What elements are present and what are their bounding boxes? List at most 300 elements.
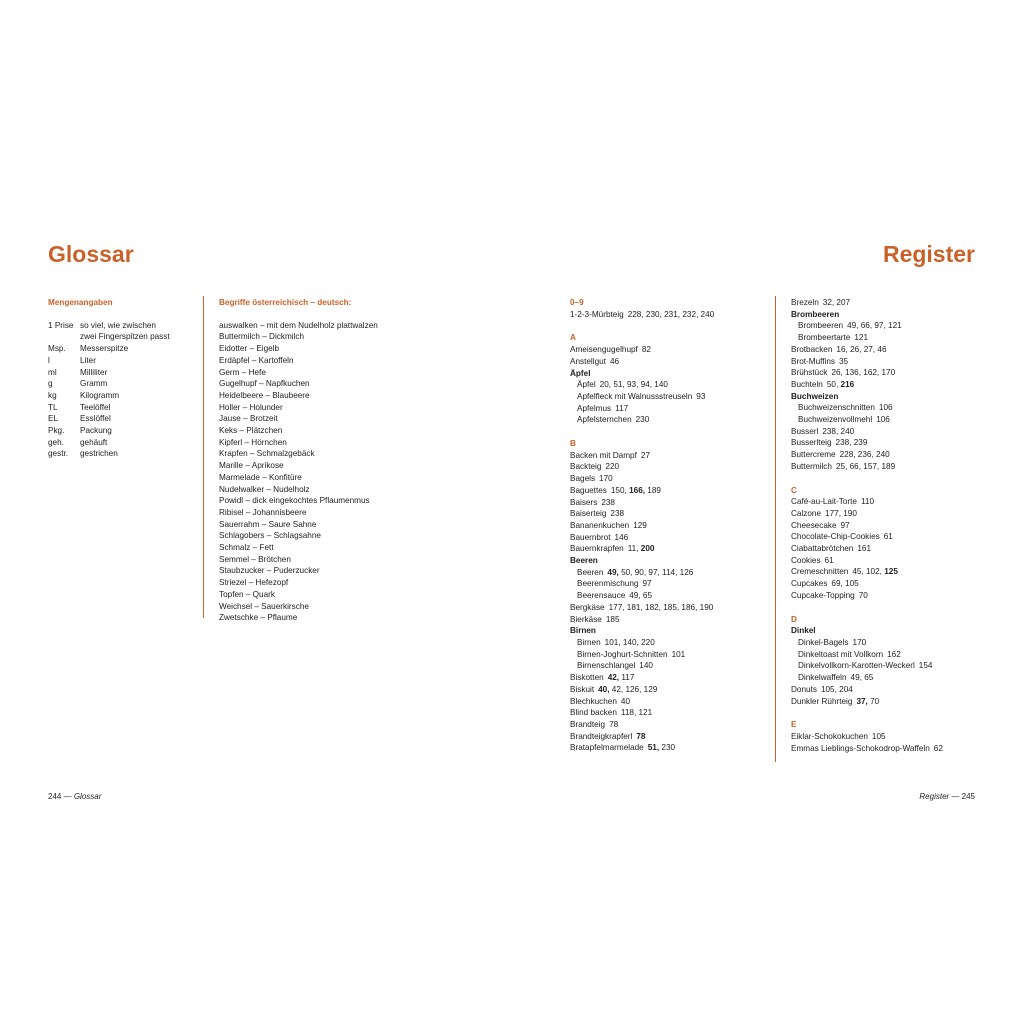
entry-name: Cookies: [791, 555, 821, 565]
entry-pages: [599, 474, 613, 483]
entry-pages: [607, 568, 693, 577]
entry-name: Donuts: [791, 684, 817, 694]
entry-name: Dinkel-Bagels: [798, 637, 849, 647]
unit-row: [48, 320, 170, 343]
page-ref: 11,: [627, 544, 641, 554]
term-item: Marmelade – Konfitüre: [219, 472, 302, 482]
page-ref: 16, 26, 27, 46: [836, 344, 887, 354]
index-entry: [570, 590, 714, 602]
entry-name: Dinkeltoast mit Vollkorn: [798, 649, 884, 659]
unit-abbr: Pkg.: [48, 426, 65, 436]
unit-abbr: gestr.: [48, 449, 69, 459]
index-entry: [791, 320, 943, 332]
entry-pages: [851, 673, 874, 682]
units-heading: Mengenangaben: [48, 298, 113, 307]
entry-name: Brot-Muffins: [791, 356, 835, 366]
index-entry: [570, 344, 714, 356]
entry-pages: [610, 509, 624, 518]
entry-pages: [608, 673, 635, 682]
entry-pages: [629, 591, 652, 600]
index-entry: [570, 461, 714, 473]
unit-row: [48, 402, 170, 414]
index-entry: [570, 567, 714, 579]
unit-desc: Messerspitze: [80, 344, 129, 354]
page-ref: 82: [641, 345, 651, 355]
index-column-1: [570, 297, 714, 754]
page-ref: 49, 65: [850, 673, 874, 683]
page-ref: 37,: [856, 696, 868, 706]
unit-desc: so viel, wie zwischen zwei Fingerspitzen passt: [80, 320, 170, 342]
index-entry: [791, 743, 943, 755]
index-letter: C: [791, 485, 797, 495]
entry-name: Buchteln: [791, 379, 823, 389]
index-entry: [570, 485, 714, 497]
entry-name: Brotbacken: [791, 344, 833, 354]
entry-name: Bauernkrapfen: [570, 544, 624, 554]
page-ref: 185: [605, 614, 620, 624]
entry-pages: [821, 685, 853, 694]
page-ref: 42, 126, 129: [609, 684, 658, 694]
entry-name: Bergkäse: [570, 602, 605, 612]
entry-pages: [919, 661, 933, 670]
entry-pages: [642, 579, 651, 588]
term-item: Jause – Brotzeit: [219, 414, 278, 424]
term-item: Gugelhupf – Napfkuchen: [219, 379, 310, 389]
register-title: Register: [882, 241, 975, 267]
index-entry: [791, 531, 943, 543]
page-ref: 50,: [826, 379, 841, 389]
index-entry: [570, 497, 714, 509]
entry-name: Ameisengugelhupf: [570, 345, 638, 355]
unit-abbr: TL: [48, 402, 58, 412]
index-entry: [791, 461, 943, 473]
term-item: Weichsel – Sauerkirsche: [219, 601, 309, 611]
unit-row: [48, 448, 170, 460]
page-ref: 49,: [607, 567, 619, 577]
entry-name: Birnen-Joghurt-Schnitten: [577, 649, 668, 659]
entry-pages: [621, 708, 652, 717]
entry-name: Blind backen: [570, 708, 617, 718]
entry-pages: [836, 462, 895, 471]
entry-name: Bierkäse: [570, 614, 602, 624]
unit-row: [48, 413, 170, 425]
entry-pages: [600, 380, 668, 389]
page-ref: 27: [640, 450, 650, 460]
entry-pages: [854, 333, 868, 342]
term-item: Nudelwalker – Nudelholz: [219, 484, 310, 494]
units-column: [48, 297, 170, 460]
page-ref: 25, 66, 157, 189: [835, 461, 896, 471]
unit-abbr: g: [48, 379, 53, 389]
term-item: Zwetschke – Pflaume: [219, 613, 298, 623]
index-entry: [791, 437, 943, 449]
entry-name: Dinkelvollkorn-Karotten-Weckerl: [798, 661, 915, 671]
page-ref: 49, 65: [629, 591, 653, 601]
entry-name: Buchweizenschnitten: [798, 403, 875, 413]
entry-name: Apfelsternchen: [577, 415, 632, 425]
term-item: Schlagobers – Schlagsahne: [219, 531, 321, 541]
page-ref: 117: [615, 403, 629, 413]
unit-abbr: geh.: [48, 437, 64, 447]
page-ref: 101, 140, 220: [604, 637, 655, 647]
entry-pages: [859, 591, 868, 600]
index-entry: [570, 555, 714, 567]
entry-pages: [822, 427, 854, 436]
entry-name: Biskuit: [570, 684, 595, 694]
page-ref: 26, 136, 162, 170: [831, 368, 896, 378]
index-entry: [791, 426, 943, 438]
entry-name: Emmas Lieblings-Schokodrop-Waffeln: [791, 743, 930, 753]
page-ref: 162: [887, 649, 901, 659]
index-entry: [570, 543, 714, 555]
term-item: Sauerrahm – Saure Sahne: [219, 519, 317, 529]
entry-name: Äpfel: [570, 368, 591, 378]
entry-name: Beeren: [577, 567, 604, 577]
index-entry: [791, 578, 943, 590]
entry-pages: [598, 685, 657, 694]
entry-pages: [839, 357, 848, 366]
column-divider: [203, 296, 204, 618]
index-entry: [791, 637, 943, 649]
unit-row: [48, 390, 170, 402]
footer-left: [48, 791, 101, 803]
page-ref: 50, 90, 97, 114, 126: [618, 567, 694, 577]
term-item: Holler – Holunder: [219, 402, 283, 412]
entry-pages: [857, 544, 871, 553]
term-item: Staubzucker – Puderzucker: [219, 566, 320, 576]
page-ref: 78: [636, 731, 646, 741]
entry-name: Busserl: [791, 426, 819, 436]
index-entry: [791, 367, 943, 379]
entry-name: Dunkler Rührteig: [791, 696, 853, 706]
page-ref: 61: [883, 532, 893, 542]
entry-pages: [615, 533, 629, 542]
unit-abbr: EL: [48, 414, 59, 424]
entry-name: Ciabattabrötchen: [791, 544, 854, 554]
unit-row: [48, 355, 170, 367]
entry-name: Buttermilch: [791, 461, 832, 471]
entry-name: Calzone: [791, 508, 822, 518]
unit-desc: Packung: [80, 426, 112, 436]
term-item: Kipferl – Hörnchen: [219, 437, 287, 447]
entry-pages: [831, 368, 895, 377]
unit-desc: Gramm: [80, 379, 108, 389]
index-entry: [791, 356, 943, 368]
index-entry: [791, 309, 943, 321]
index-entry: [791, 414, 943, 426]
page-ref: 238: [610, 509, 625, 519]
term-item: Striezel – Hefezopf: [219, 578, 289, 588]
page-ref: 51,: [647, 743, 660, 753]
entry-pages: [628, 310, 715, 319]
unit-abbr: 1 Prise: [48, 320, 74, 330]
entry-pages: [621, 697, 630, 706]
entry-name: Blechkuchen: [570, 696, 617, 706]
entry-pages: [861, 497, 874, 506]
entry-pages: [847, 321, 902, 330]
entry-name: Beerenmischung: [577, 579, 639, 589]
entry-pages: [609, 603, 714, 612]
entry-name: Brombeeren: [798, 321, 844, 331]
page-ref: 220: [605, 462, 620, 472]
page-ref: 238, 240: [822, 426, 855, 436]
index-entry: [570, 660, 714, 672]
page-ref: 70: [867, 696, 880, 706]
entry-pages: [605, 462, 619, 471]
page-ref: 146: [614, 532, 629, 542]
glossar-title: Glossar: [48, 241, 134, 267]
entry-name: Chocolate-Chip-Cookies: [791, 532, 880, 542]
page-ref: 61: [824, 555, 834, 565]
page-ref: 70: [858, 590, 868, 600]
column-divider: [775, 296, 776, 762]
page-ref: 105, 204: [820, 684, 853, 694]
entry-name: Biskotten: [570, 673, 604, 683]
entry-pages: [852, 567, 898, 576]
term-item: auswalken – mit dem Nudelholz plattwalzen: [219, 320, 378, 330]
entry-name: Dinkel: [791, 626, 816, 636]
entry-name: Brombeertarte: [798, 333, 851, 343]
entry-name: Cupcake-Topping: [791, 590, 855, 600]
index-entry: [570, 696, 714, 708]
entry-pages: [636, 732, 645, 741]
units-list: [48, 320, 170, 460]
index-entry: [570, 625, 714, 637]
entry-name: Baguettes: [570, 485, 607, 495]
term-item: Keks – Plätzchen: [219, 426, 283, 436]
page-ref: 110: [860, 497, 875, 507]
page-ref: 69, 105: [831, 579, 859, 589]
entry-pages: [853, 638, 867, 647]
entry-pages: [636, 415, 650, 424]
entry-name: Buchweizen: [791, 391, 839, 401]
page-ref: 161: [857, 544, 872, 554]
index-entry: [570, 614, 714, 626]
index-entry: [570, 414, 714, 426]
page-ref: 230: [659, 743, 676, 753]
index-entry: [791, 508, 943, 520]
page-ref: 46: [609, 356, 620, 366]
entry-pages: [648, 743, 675, 752]
index-entry: [570, 578, 714, 590]
entry-name: Buchweizenvollmehl: [798, 415, 873, 425]
unit-desc: Milliliter: [80, 367, 108, 377]
index-entry: [570, 520, 714, 532]
entry-pages: [641, 451, 650, 460]
footer-right: [919, 791, 975, 803]
entry-name: Bratapfelmarmelade: [570, 743, 644, 753]
page-ref: 118, 121: [620, 708, 653, 718]
page-ref: 49, 66, 97, 121: [847, 321, 902, 331]
index-entry: [791, 344, 943, 356]
term-item: Eidotter – Eigelb: [219, 344, 280, 354]
term-item: Heidelbeere – Blaubeere: [219, 390, 310, 400]
entry-name: Busserlteig: [791, 438, 832, 448]
entry-name: Buttercreme: [791, 450, 836, 460]
index-entry: [791, 520, 943, 532]
entry-name: Bagels: [570, 474, 596, 484]
term-item: Topfen – Quark: [219, 589, 275, 599]
term-item: Krapfen – Schmalzgebäck: [219, 449, 315, 459]
index-entry: [791, 625, 943, 637]
page-ref: 45, 102,: [852, 567, 885, 577]
entry-pages: [879, 403, 893, 412]
index-entry: [791, 379, 943, 391]
entry-name: Bauernbrot: [570, 532, 611, 542]
index-entry: [791, 660, 943, 672]
terms-column: [219, 297, 378, 624]
entry-name: Backteig: [570, 462, 602, 472]
index-entry: [570, 637, 714, 649]
term-item: Buttermilch – Dickmilch: [219, 332, 305, 342]
index-entry: [791, 590, 943, 602]
entry-name: Beeren: [570, 556, 598, 566]
index-letter: E: [791, 720, 797, 730]
unit-row: [48, 425, 170, 437]
unit-desc: Esslöffel: [80, 414, 111, 424]
entry-name: Birnen: [577, 637, 601, 647]
entry-name: 1-2-3-Mürbteig: [570, 309, 624, 319]
page-number: 244 —: [48, 792, 72, 801]
index-entry: [791, 496, 943, 508]
index-entry: [791, 543, 943, 555]
index-entry: [570, 532, 714, 544]
entry-pages: [884, 532, 893, 541]
entry-name: Beerensauce: [577, 591, 626, 601]
entry-name: Brandteigkrapferl: [570, 731, 633, 741]
index-entry: [570, 403, 714, 415]
index-entry: [791, 297, 943, 309]
index-entry: [570, 379, 714, 391]
page-ref: 105: [871, 731, 886, 741]
index-letter: 0–9: [570, 298, 584, 307]
index-letter: A: [570, 333, 576, 343]
index-entry: [791, 332, 943, 344]
term-item: Semmel – Brötchen: [219, 554, 291, 564]
index-entry: [791, 402, 943, 414]
entry-pages: [841, 521, 850, 530]
page-ref: 228, 230, 231, 232, 240: [627, 309, 715, 319]
entry-name: Äpfel: [577, 380, 596, 390]
footer-section: Register: [919, 792, 950, 801]
entry-pages: [872, 732, 886, 741]
page-ref: 40,: [598, 684, 610, 694]
index-entry: [570, 649, 714, 661]
entry-pages: [628, 544, 655, 553]
entry-pages: [825, 509, 857, 518]
entry-pages: [639, 661, 653, 670]
index-entry: [791, 672, 943, 684]
page-ref: 106: [878, 403, 893, 413]
page-ref: 230: [635, 415, 650, 425]
entry-name: Cheesecake: [791, 520, 837, 530]
entry-pages: [601, 498, 615, 507]
page-ref: 200: [640, 544, 655, 554]
index-entry: [570, 731, 714, 743]
page-ref: 93: [696, 391, 706, 401]
page-ref: 97: [642, 579, 652, 589]
page-ref: 121: [854, 333, 869, 343]
entry-name: Brandteig: [570, 719, 606, 729]
page-ref: 32, 207: [822, 298, 851, 307]
unit-row: [48, 343, 170, 355]
page-ref: 154: [918, 661, 933, 671]
entry-name: Birnenschlangel: [577, 661, 636, 671]
entry-name: Eiklar-Schokokuchen: [791, 731, 868, 741]
page-ref: 150,: [610, 485, 630, 495]
page-ref: 216: [840, 379, 855, 389]
footer-section: Glossar: [73, 792, 102, 801]
page-ref: 78: [609, 719, 619, 729]
page-ref: 97: [840, 520, 850, 530]
index-entry: [791, 566, 943, 578]
entry-pages: [825, 556, 834, 565]
entry-pages: [605, 638, 655, 647]
unit-desc: Kilogramm: [80, 390, 120, 400]
index-entry: [570, 309, 714, 321]
entry-name: Brombeeren: [791, 309, 840, 319]
page-ref: 40: [620, 696, 630, 706]
unit-row: [48, 367, 170, 379]
unit-abbr: Msp.: [48, 344, 66, 354]
index-letter: B: [570, 439, 576, 449]
index-entry: [570, 368, 714, 380]
page-ref: 129: [633, 520, 647, 530]
unit-desc: Liter: [80, 355, 96, 365]
entry-pages: [823, 298, 850, 307]
entry-name: Baisers: [570, 497, 598, 507]
entry-name: Apfelmus: [577, 403, 612, 413]
index-entry: [791, 684, 943, 696]
index-entry: [570, 672, 714, 684]
page-ref: 106: [876, 415, 890, 425]
index-entry: [570, 602, 714, 614]
index-entry: [570, 391, 714, 403]
page-ref: 166,: [629, 485, 646, 495]
entry-pages: [633, 521, 647, 530]
entry-name: Bananenkuchen: [570, 520, 630, 530]
unit-row: [48, 437, 170, 449]
page-ref: 170: [599, 474, 613, 484]
entry-name: Brezeln: [791, 298, 819, 307]
page-ref: 189: [645, 485, 661, 495]
entry-pages: [887, 650, 901, 659]
page-ref: 62: [933, 743, 943, 753]
entry-name: Dinkelwaffeln: [798, 673, 847, 683]
entry-pages: [615, 404, 628, 413]
entry-name: Brühstück: [791, 368, 828, 378]
entry-name: Baiserteig: [570, 509, 607, 519]
page-ref: 117: [619, 673, 635, 683]
index-entry: [570, 707, 714, 719]
entry-pages: [836, 438, 868, 447]
index-entry: [570, 719, 714, 731]
entry-name: Anstellgut: [570, 356, 606, 366]
term-item: Marille – Aprikose: [219, 461, 284, 471]
page-ref: 228, 236, 240: [839, 450, 890, 460]
index-entry: [791, 391, 943, 403]
page-ref: 170: [852, 637, 867, 647]
entry-pages: [606, 615, 620, 624]
entry-name: Apfelfleck mit Walnussstreuseln: [577, 391, 693, 401]
page-ref: 125: [884, 567, 898, 577]
entry-pages: [672, 650, 686, 659]
unit-abbr: l: [48, 355, 50, 365]
page-ref: 140: [639, 661, 653, 671]
terms-heading: Begriffe österreichisch – deutsch:: [219, 298, 352, 307]
entry-name: Café-au-Lait-Torte: [791, 497, 857, 507]
term-item: Powidl – dick eingekochtes Pflaumenmus: [219, 496, 370, 506]
